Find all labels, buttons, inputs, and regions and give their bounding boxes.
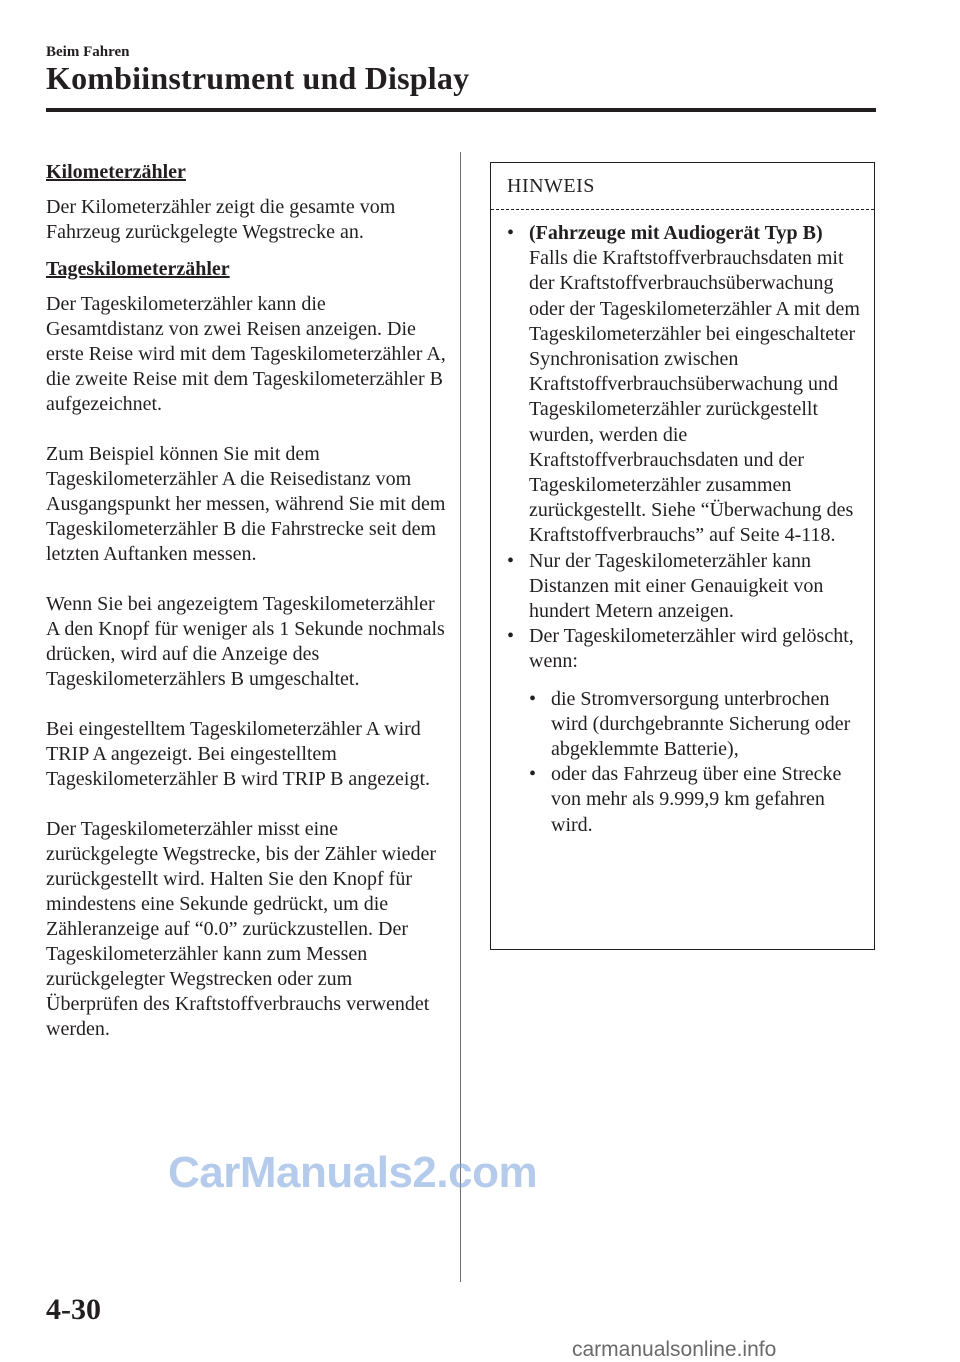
bullet-icon: • bbox=[507, 625, 515, 648]
note-list bbox=[505, 221, 865, 838]
odometer-paragraph: Der Kilometerzähler zeigt die gesamte vom Fahrzeug zurückgelegte Wegstrecke an. bbox=[46, 196, 396, 243]
left-column bbox=[46, 160, 446, 1042]
page-title: Kombiinstrument und Display bbox=[46, 60, 470, 96]
note-box bbox=[490, 162, 875, 950]
heading-rule bbox=[46, 108, 876, 112]
footer-site-link[interactable]: carmanualsonline.info bbox=[572, 1338, 777, 1361]
note-item bbox=[505, 221, 865, 549]
trip-paragraph: Zum Beispiel können Sie mit dem Tageskilometerzähler A die Reisedistanz vom Ausgangspunkt her messen, während Sie mit dem Tageskilometerzähler B die Fahrstrecke seit dem letzten Auftanken messen. bbox=[46, 443, 446, 565]
watermark: CarManuals2.com bbox=[168, 1148, 538, 1197]
note-sub-item-text: oder das Fahrzeug über eine Strecke von mehr als 9.999,9 km gefahren wird. bbox=[551, 763, 842, 836]
note-sub-item bbox=[527, 687, 865, 763]
trip-meter-heading: Tageskilometerzähler bbox=[46, 258, 230, 280]
note-item-text: Nur der Tageskilometerzähler kann Distanzen mit einer Genauigkeit von hundert Metern anzeigen. bbox=[529, 549, 824, 623]
note-title: HINWEIS bbox=[507, 175, 595, 197]
bullet-icon: • bbox=[507, 222, 515, 244]
trip-paragraph: Wenn Sie bei angezeigtem Tageskilometerzähler A den Knopf für weniger als 1 Sekunde nochmals drücken, wird auf die Anzeige des Tageskilometerzählers B umgeschaltet. bbox=[46, 593, 445, 690]
page-number: 4-30 bbox=[46, 1293, 101, 1326]
note-sub-list bbox=[505, 687, 865, 838]
trip-paragraph: Der Tageskilometerzähler kann die Gesamtdistanz von zwei Reisen anzeigen. Die erste Reise wird mit dem Tageskilometerzähler A, die zweite Reise mit dem Tageskilometerzähler B aufgezeichnet. bbox=[46, 293, 446, 415]
trip-paragraph: Der Tageskilometerzähler misst eine zurückgelegte Wegstrecke, bis der Zähler wieder zurückgestellt wird. Halten Sie den Knopf für mindestens eine Sekunde gedrückt, um die Zähleranzeige auf “0.0” zurückzustellen. Der Tageskilometerzähler kann zum Messen zurückgelegter Wegstrecken oder zum Überprüfen des Kraftstoffverbrauchs verwendet werden. bbox=[46, 818, 437, 1040]
trip-paragraph: Bei eingestelltem Tageskilometerzähler A wird TRIP A angezeigt. Bei eingestelltem Tageskilometerzähler B wird TRIP B angezeigt. bbox=[46, 718, 431, 790]
note-divider bbox=[491, 209, 874, 210]
bullet-icon: • bbox=[507, 549, 515, 572]
column-divider bbox=[460, 152, 461, 1282]
bullet-icon: • bbox=[529, 763, 537, 786]
note-item-text: Falls die Kraftstoffverbrauchsdaten mit der Kraftstoffverbrauchsüberwachung oder der Tageskilometerzähler A mit dem Tageskilometerzähler bei eingeschalteter Synchronisation zwischen Kraftstoffverbrauchsüberwachung und Tageskilometerzähler zurückgestellt wurden, werden die Kraftstoffverbrauchsdaten und der Tageskilometerzähler zusammen zurückgestellt. Siehe “Überwachung des Kraftstoffverbrauchs” auf Seite 4-118. bbox=[529, 247, 860, 547]
bullet-icon: • bbox=[529, 687, 537, 710]
note-item bbox=[505, 549, 865, 625]
section-label: Beim Fahren bbox=[46, 44, 130, 60]
note-item-text: Der Tageskilometerzähler wird gelöscht, wenn: bbox=[529, 625, 854, 673]
odometer-heading: Kilometerzähler bbox=[46, 161, 186, 183]
note-sub-item-text: die Stromversorgung unterbrochen wird (durchgebrannte Sicherung oder abgeklemmte Batterie), bbox=[551, 687, 851, 761]
note-item bbox=[505, 624, 865, 674]
note-sub-item bbox=[527, 762, 865, 838]
note-item-lead: (Fahrzeuge mit Audiogerät Typ B) bbox=[529, 222, 823, 244]
